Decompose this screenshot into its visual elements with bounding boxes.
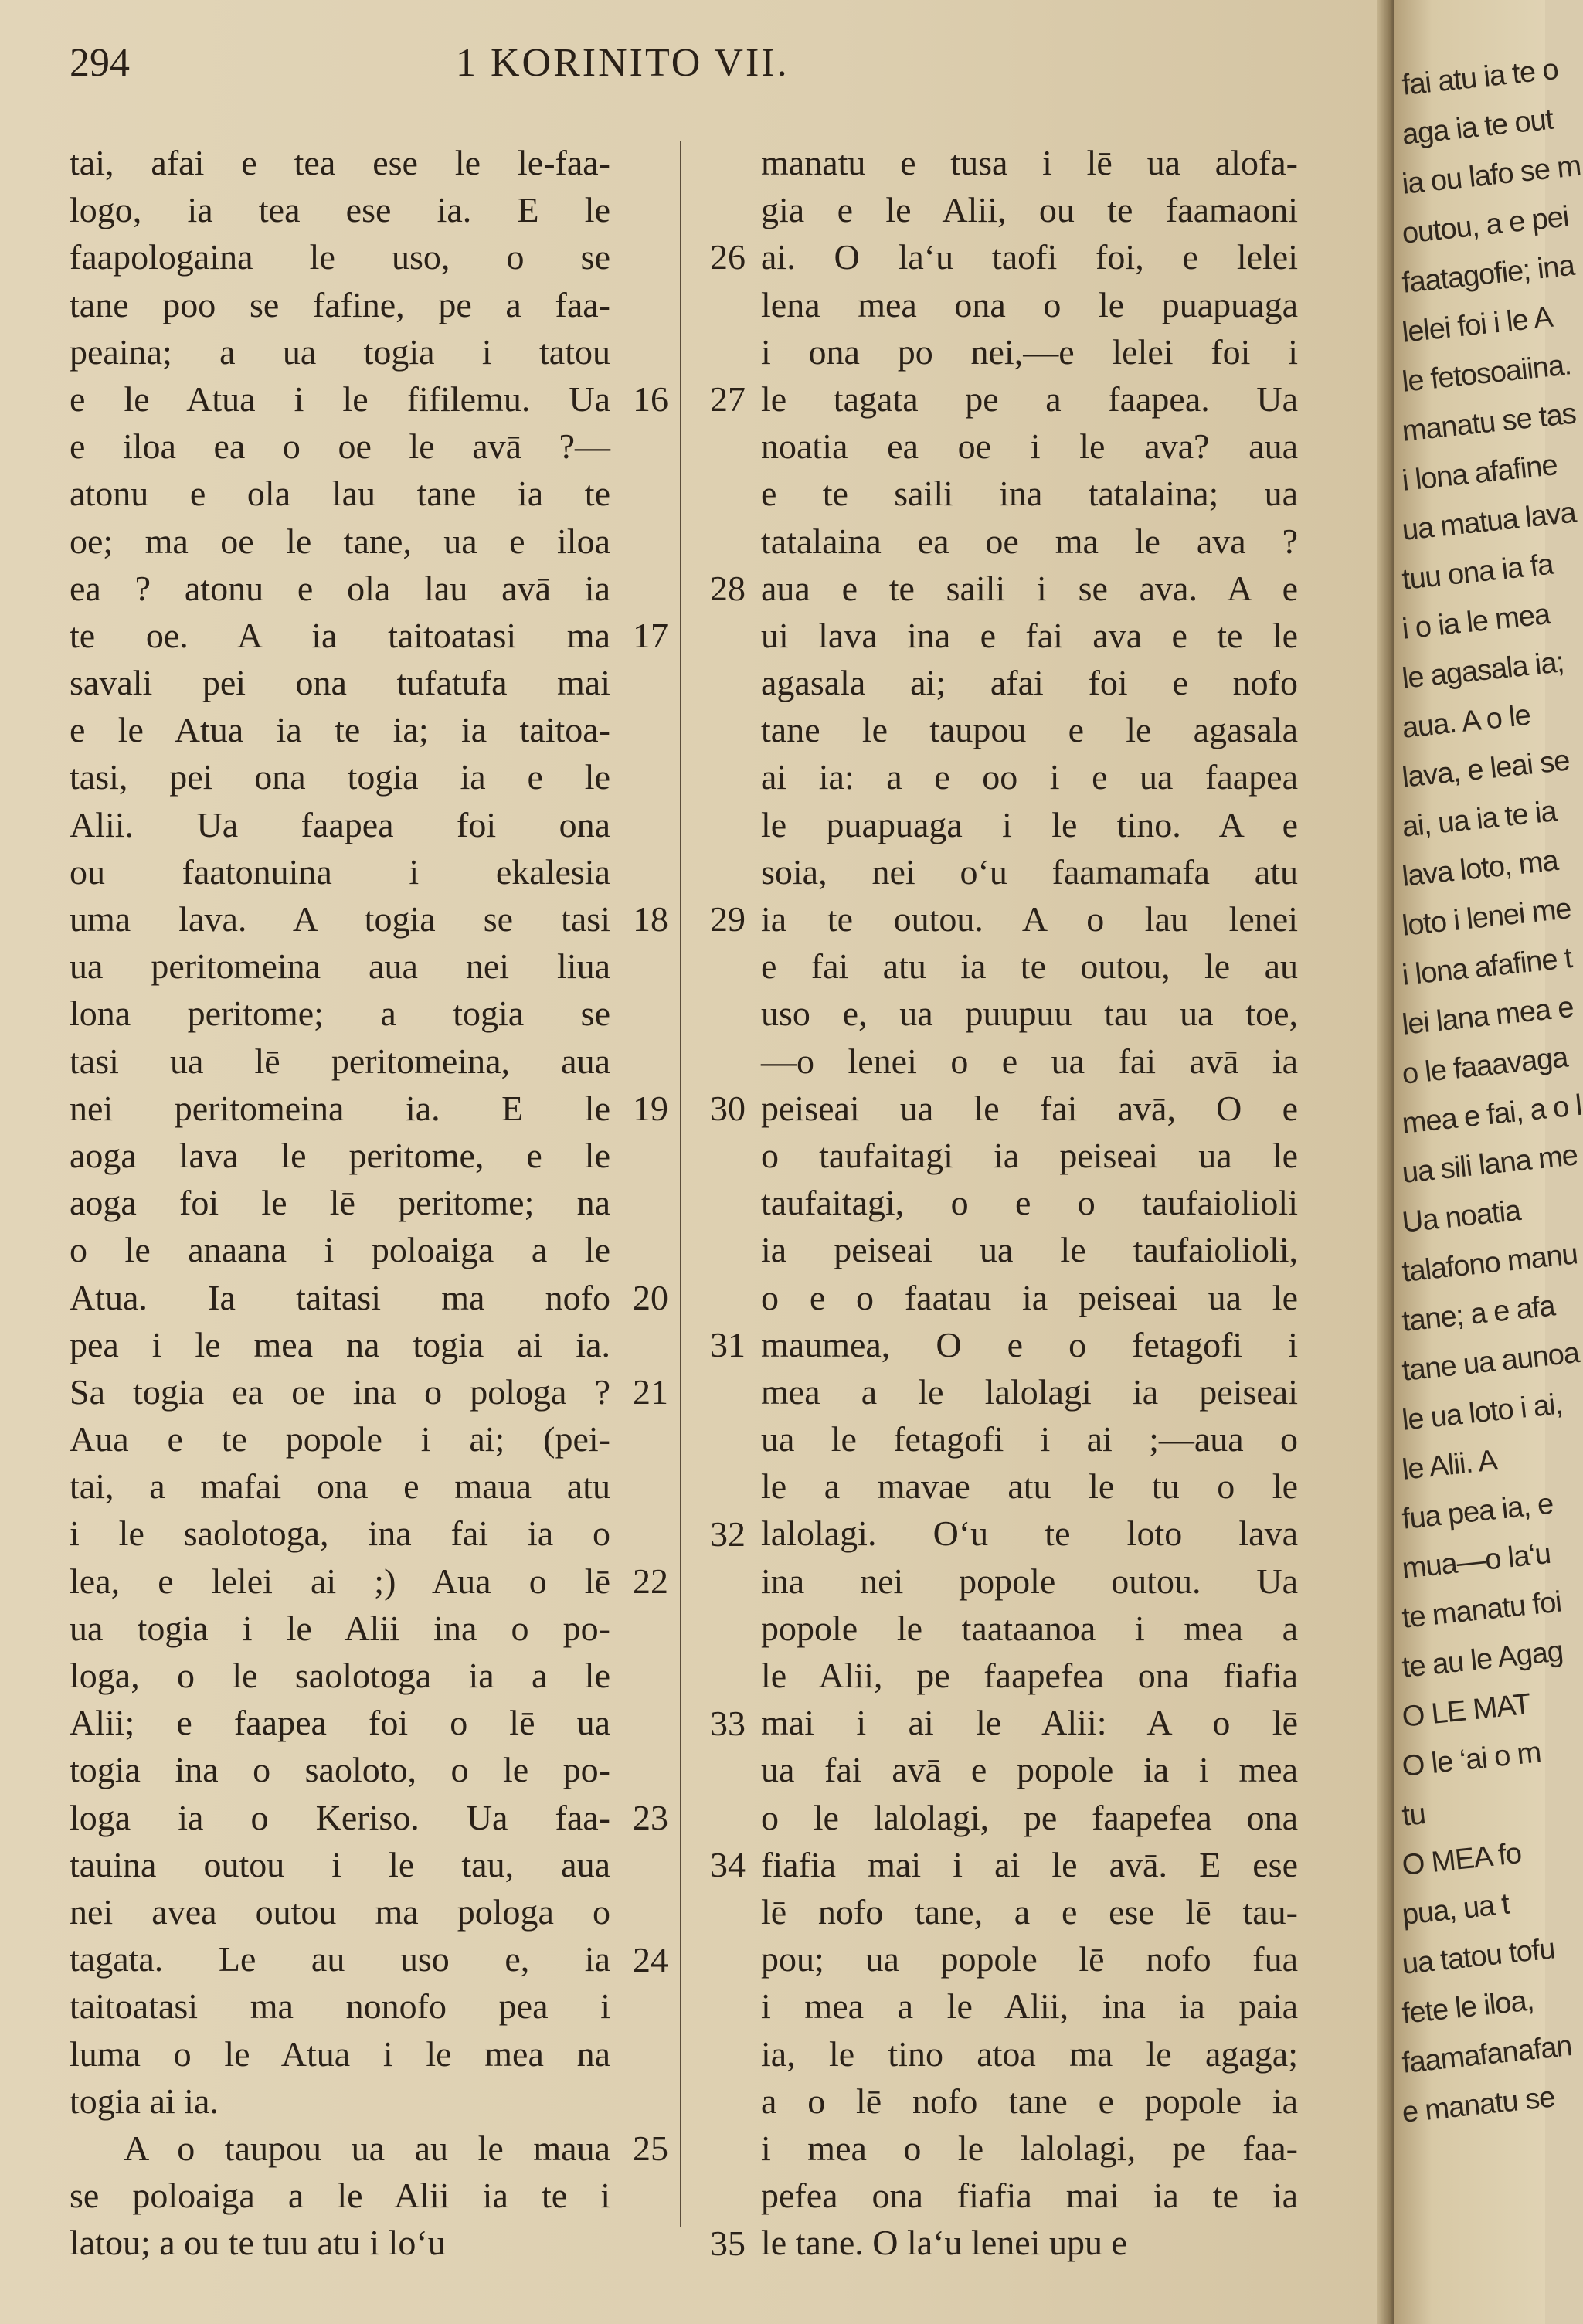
text-line: peiseai ua le fai avā, O e xyxy=(761,1088,1298,1128)
text-line: ua peritomeina aua nei liua xyxy=(70,946,610,987)
facing-page-text: ua tatou tofu xyxy=(1400,1932,1557,1981)
text-line: pou; ua popole lē nofo fua xyxy=(761,1939,1298,1979)
verse-number: 18 xyxy=(633,899,668,939)
text-line: tasi ua lē peritomeina, aua xyxy=(70,1041,610,1081)
text-line: lē nofo tane, a e ese lē tau- xyxy=(761,1891,1298,1932)
facing-page-text: i lona afafine t xyxy=(1400,942,1574,992)
text-line: ea ? atonu e ola lau avā ia xyxy=(70,568,610,608)
facing-page-text: aga ia te out xyxy=(1400,103,1555,151)
facing-page-text: O le ‘ai o m xyxy=(1400,1736,1543,1783)
text-line: ua fai avā e popole ia i mea xyxy=(761,1750,1298,1790)
facing-page-text: manatu se tas xyxy=(1400,397,1578,448)
text-line: lea, e lelei ai ;) Aua o lē xyxy=(70,1561,610,1601)
text-line: tauina outou i le tau, aua xyxy=(70,1844,610,1884)
text-line: le tane. O la‘u lenei upu e xyxy=(761,2223,1127,2263)
verse-number: 19 xyxy=(633,1089,668,1128)
text-line: ui lava ina e fai ava e te le xyxy=(761,615,1298,655)
page-header xyxy=(0,40,1383,94)
facing-page-text: aua. A o le xyxy=(1400,698,1532,745)
text-line: e le Atua i le fifilemu. Ua xyxy=(70,379,610,419)
text-line: fiafia mai i ai le avā. E ese xyxy=(761,1844,1298,1884)
right-text-column xyxy=(761,139,1298,2266)
facing-page-text: i lona afafine xyxy=(1400,449,1559,498)
text-line: taufaitagi, o e o taufaiolioli xyxy=(761,1183,1298,1223)
facing-page-text: tane ua aunoa xyxy=(1400,1337,1581,1388)
text-line: le puapuaga i le tino. A e xyxy=(761,804,1298,844)
verse-number: 26 xyxy=(710,237,746,277)
text-line: le Alii, pe faapefea ona fiafia xyxy=(761,1656,1298,1695)
text-line: a o lē nofo tane e popole ia xyxy=(761,2081,1298,2121)
text-line: mai i ai le Alii: A o lē xyxy=(761,1703,1298,1743)
facing-page-text: fai atu ia te o xyxy=(1400,53,1560,102)
text-line: tane le taupou e le agasala xyxy=(761,710,1298,750)
text-line: o le lalolagi, pe faapefea ona xyxy=(761,1797,1298,1837)
text-line: uma lava. A togia se tasi xyxy=(70,899,610,939)
facing-page-text: ai, ua ia te ia xyxy=(1400,795,1558,844)
text-line: lena mea ona o le puapuaga xyxy=(761,284,1298,324)
text-line: loga, o le saolotoga ia a le xyxy=(70,1656,610,1695)
text-line: Atua. Ia taitasi ma nofo xyxy=(70,1277,610,1317)
text-line: ia, le tino atoa ma le agaga; xyxy=(761,2034,1298,2074)
text-line: taitoatasi ma nonofo pea i xyxy=(70,1986,610,2027)
verse-number: 24 xyxy=(633,1939,668,1979)
text-line: i ona po nei,—e lelei foi i xyxy=(761,331,1298,372)
facing-page-text: faatagofie; ina xyxy=(1400,249,1576,300)
facing-page-text: le fetosoaiina. xyxy=(1400,348,1573,399)
text-line: tai, afai e tea ese le le-faa- xyxy=(70,143,610,182)
facing-page-text: le agasala ia; xyxy=(1400,646,1565,695)
verse-number: 21 xyxy=(633,1372,668,1412)
facing-page-text: ia ou lafo se m xyxy=(1400,149,1583,201)
facing-page-text: tane; a e afa xyxy=(1400,1289,1557,1338)
text-line: tatalaina ea oe ma le ava ? xyxy=(761,521,1298,561)
verse-number: 33 xyxy=(710,1703,746,1743)
text-line: tane poo se fafine, pe a faa- xyxy=(70,284,610,324)
text-line: lona peritome; a togia se xyxy=(70,994,610,1034)
text-line: aoga foi le lē peritome; na xyxy=(70,1183,610,1223)
facing-page-text: le Alii. A xyxy=(1400,1444,1499,1486)
facing-page-text: outou, a e pei xyxy=(1400,200,1571,250)
facing-page-text: lava loto, ma xyxy=(1400,844,1560,893)
text-line: e le Atua ia te ia; ia taitoa- xyxy=(70,710,610,750)
facing-page-text: le ua loto i ai, xyxy=(1400,1388,1564,1437)
text-line: tagata. Le au uso e, ia xyxy=(70,1939,610,1979)
verse-number: 23 xyxy=(633,1798,668,1837)
text-line: aua e te saili i se ava. A e xyxy=(761,568,1298,608)
text-line: Alii; e faapea foi o lē ua xyxy=(70,1703,610,1743)
text-line: e iloa ea o oe le avā ?— xyxy=(70,426,610,467)
verse-number: 20 xyxy=(633,1277,668,1317)
text-line: soia, nei o‘u faamamafa atu xyxy=(761,851,1298,892)
text-line: logo, ia tea ese ia. E le xyxy=(70,190,610,230)
text-line: manatu e tusa i lē ua alofa- xyxy=(761,143,1298,182)
text-line: i mea o le lalolagi, pe faa- xyxy=(761,2128,1298,2168)
text-line: agasala ai; afai foi e nofo xyxy=(761,663,1298,703)
text-line: e te saili ina tatalaina; ua xyxy=(761,474,1298,514)
text-line: A o taupou ua au le maua xyxy=(124,2128,610,2168)
facing-page-text: O MEA fo xyxy=(1400,1836,1523,1882)
text-line: savali pei ona tufatufa mai xyxy=(70,663,610,703)
text-line: noatia ea oe i le ava? aua xyxy=(761,426,1298,467)
facing-page-text: mua—o la‘u xyxy=(1400,1537,1552,1585)
text-line: le tagata pe a faapea. Ua xyxy=(761,379,1298,419)
text-line: e fai atu ia te outou, le au xyxy=(761,946,1298,987)
text-line: Alii. Ua faapea foi ona xyxy=(70,804,610,844)
text-line: o e o faatau ia peiseai ua le xyxy=(761,1277,1298,1317)
facing-page-text: ua matua lava xyxy=(1400,496,1578,547)
text-line: popole le taataanoa i mea a xyxy=(761,1608,1298,1648)
text-line: faapologaina le uso, o se xyxy=(70,237,610,277)
text-line: latou; a ou te tuu atu i lo‘u xyxy=(70,2223,446,2263)
text-line: ia te outou. A o lau lenei xyxy=(761,899,1298,939)
text-line: oe; ma oe le tane, ua e iloa xyxy=(70,521,610,561)
running-title: 1 KORINITO VII. xyxy=(456,41,790,85)
facing-page-text: Ua noatia xyxy=(1400,1194,1522,1239)
text-line: togia ai ia. xyxy=(70,2081,219,2121)
verse-number: 17 xyxy=(633,616,668,655)
facing-page-text: te manatu foi xyxy=(1400,1585,1563,1635)
text-line: mea a le lalolagi ia peiseai xyxy=(761,1371,1298,1412)
text-line: atonu e ola lau tane ia te xyxy=(70,474,610,514)
text-line: nei peritomeina ia. E le xyxy=(70,1088,610,1128)
text-line: togia ina o saoloto, o le po- xyxy=(70,1750,610,1790)
facing-page-text: mea e fai, a o l xyxy=(1400,1089,1583,1140)
facing-page-edge xyxy=(1394,0,1583,2324)
text-line: ou faatonuina i ekalesia xyxy=(70,851,610,892)
facing-page-text: fete le iloa, xyxy=(1400,1984,1536,2030)
verse-number: 32 xyxy=(710,1514,746,1554)
facing-page-text: te au le Agag xyxy=(1400,1635,1564,1684)
text-line: pefea ona fiafia mai ia te ia xyxy=(761,2176,1298,2216)
text-line: lalolagi. O‘u te loto lava xyxy=(761,1514,1298,1554)
text-line: luma o le Atua i le mea na xyxy=(70,2034,610,2074)
verse-number: 16 xyxy=(633,379,668,419)
text-line: i le saolotoga, ina fai ia o xyxy=(70,1514,610,1554)
text-line: o le anaana i poloaiga a le xyxy=(70,1230,610,1270)
text-line: ia peiseai ua le taufaiolioli, xyxy=(761,1230,1298,1270)
facing-page-text: O LE MAT xyxy=(1400,1687,1532,1734)
text-line: gia e le Alii, ou te faamaoni xyxy=(761,190,1298,230)
verse-number: 29 xyxy=(710,899,746,939)
facing-page-text: lei lana mea e xyxy=(1400,990,1575,1041)
facing-page-text: lelei foi i le A xyxy=(1400,301,1554,349)
verse-number: 34 xyxy=(710,1845,746,1885)
text-line: ina nei popole outou. Ua xyxy=(761,1561,1298,1601)
facing-page-text: o le faaavaga xyxy=(1400,1041,1570,1091)
verse-number: 30 xyxy=(710,1089,746,1128)
text-line: ai. O la‘u taofi foi, e lelei xyxy=(761,237,1298,277)
verse-number: 35 xyxy=(710,2223,746,2263)
text-line: nei avea outou ma pologa o xyxy=(70,1891,610,1932)
page-number: 294 xyxy=(70,41,130,85)
text-line: ua le fetagofi i ai ;—aua o xyxy=(761,1419,1298,1459)
facing-page-text: e manatu se xyxy=(1400,2081,1557,2129)
facing-page-text: talafono manu xyxy=(1400,1238,1579,1289)
verse-number: 28 xyxy=(710,568,746,608)
text-line: ua togia i le Alii ina o po- xyxy=(70,1608,610,1648)
verse-number: 25 xyxy=(633,2129,668,2169)
text-line: loga ia o Keriso. Ua faa- xyxy=(70,1797,610,1837)
verse-number: 31 xyxy=(710,1325,746,1364)
text-line: Sa togia ea oe ina o pologa ? xyxy=(70,1371,610,1412)
text-line: uso e, ua puupuu tau ua toe, xyxy=(761,994,1298,1034)
facing-page-text: i o ia le mea xyxy=(1400,598,1551,646)
facing-page-text: lava, e leai se xyxy=(1400,744,1571,794)
facing-page-text: faamafanafan xyxy=(1400,2030,1574,2080)
text-line: tai, a mafai ona e maua atu xyxy=(70,1466,610,1507)
text-line: Aua e te popole i ai; (pei- xyxy=(70,1419,610,1459)
text-line: pea i le mea na togia ai ia. xyxy=(70,1324,610,1364)
facing-page-text: fua pea ia, e xyxy=(1400,1487,1555,1536)
text-line: —o lenei o e ua fai avā ia xyxy=(761,1041,1298,1081)
facing-page-text: ua sili lana me xyxy=(1400,1139,1579,1190)
left-text-column xyxy=(70,139,610,2266)
text-line: aoga lava le peritome, e le xyxy=(70,1135,610,1175)
text-line: ai ia: a e oo i e ua faapea xyxy=(761,757,1298,797)
facing-page-text: pua, ua t xyxy=(1400,1887,1511,1932)
facing-page-text: tu xyxy=(1400,1798,1427,1833)
text-line: tasi, pei ona togia ia e le xyxy=(70,757,610,797)
text-line: peaina; a ua togia i tatou xyxy=(70,331,610,372)
text-line: i mea a le Alii, ina ia paia xyxy=(761,1986,1298,2027)
column-divider xyxy=(680,141,681,2227)
text-line: le a mavae atu le tu o le xyxy=(761,1466,1298,1507)
facing-page-text: loto i lenei me xyxy=(1400,892,1573,943)
verse-number: 22 xyxy=(633,1561,668,1601)
text-line: maumea, O e o fetagofi i xyxy=(761,1324,1298,1364)
text-line: te oe. A ia taitoatasi ma xyxy=(70,615,610,655)
text-line: o taufaitagi ia peiseai ua le xyxy=(761,1135,1298,1175)
verse-number: 27 xyxy=(710,379,746,419)
text-line: se poloaiga a le Alii ia te i xyxy=(70,2176,610,2216)
facing-page-text: tuu ona ia fa xyxy=(1400,548,1555,596)
